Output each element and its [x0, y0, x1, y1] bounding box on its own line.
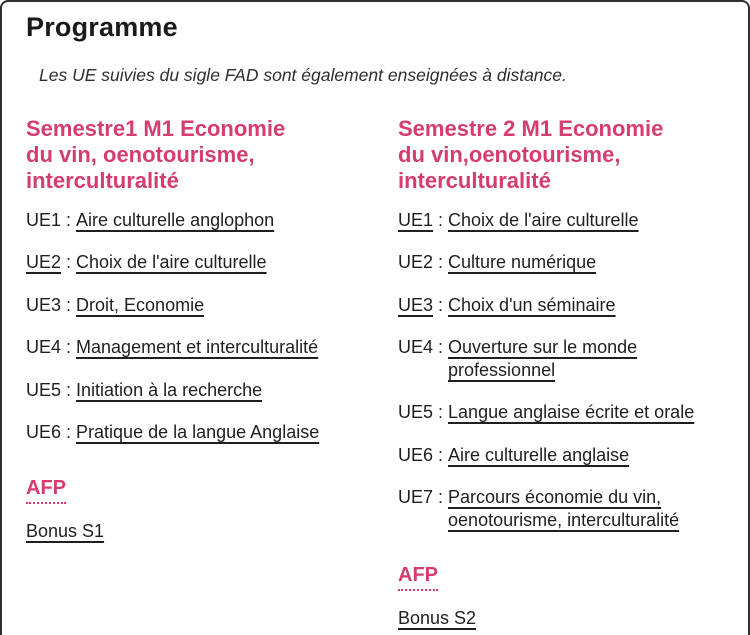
ue-code: UE2 — [26, 252, 62, 273]
ue-title-link[interactable]: Aire culturelle anglophon — [76, 209, 275, 230]
ue-separator: : — [433, 337, 449, 358]
ue-code: UE4 — [26, 337, 62, 358]
ue-separator: : — [433, 444, 449, 465]
semester-heading: Semestre 2 M1 Economie du vin,oenotourisme, interculturalité — [398, 116, 664, 193]
ue-separator: : — [61, 294, 77, 315]
ue-code: UE1 — [398, 209, 434, 230]
ue-item — [398, 401, 746, 424]
ue-item — [398, 486, 746, 531]
ue-item — [26, 336, 374, 359]
ue-code: UE6 — [26, 422, 62, 443]
ue-title-link[interactable]: Choix de l'aire culturelle — [76, 252, 267, 273]
ue-code: UE7 — [398, 487, 434, 508]
ue-title-link[interactable]: Ouverture sur le monde professionnel — [448, 337, 638, 380]
ue-code: UE1 — [26, 209, 62, 230]
ue-code: UE3 — [398, 294, 434, 315]
ue-separator: : — [433, 252, 449, 273]
ue-separator: : — [433, 294, 449, 315]
ue-title-link[interactable]: Management et interculturalité — [76, 337, 319, 358]
ue-code: UE6 — [398, 444, 434, 465]
semester-columns — [26, 116, 724, 629]
semester-column — [26, 116, 374, 629]
ue-code: UE5 — [26, 379, 62, 400]
ue-separator: : — [61, 337, 77, 358]
ue-code: UE5 — [398, 402, 434, 423]
ue-separator: : — [433, 402, 449, 423]
ue-title-link[interactable]: Langue anglaise écrite et orale — [448, 402, 695, 423]
ue-item — [398, 209, 746, 232]
ue-item — [26, 294, 374, 317]
ue-title-link[interactable]: Aire culturelle anglaise — [448, 444, 630, 465]
ue-item — [26, 421, 374, 444]
ue-title-link[interactable]: Culture numérique — [448, 252, 597, 273]
ue-separator: : — [61, 379, 77, 400]
ue-title-link[interactable]: Choix de l'aire culturelle — [448, 209, 639, 230]
ue-item — [398, 294, 746, 317]
ue-list — [26, 209, 374, 444]
ue-separator: : — [433, 487, 449, 508]
ue-code: UE4 — [398, 337, 434, 358]
fad-note: Les UE suivies du sigle FAD sont également enseignées à distance. — [39, 65, 567, 85]
ue-title-link[interactable]: Parcours économie du vin, oenotourisme, interculturalité — [448, 487, 680, 530]
ue-item — [398, 251, 746, 274]
ue-separator: : — [433, 209, 449, 230]
ue-title-link[interactable]: Droit, Economie — [76, 294, 205, 315]
ue-item — [26, 251, 374, 274]
ue-list — [398, 209, 746, 532]
afp-link[interactable]: AFP — [26, 477, 66, 504]
ue-separator: : — [61, 422, 77, 443]
ue-item — [398, 444, 746, 467]
ue-title-link[interactable]: Pratique de la langue Anglaise — [76, 422, 320, 443]
semester-column — [398, 116, 746, 629]
ue-item — [26, 379, 374, 402]
afp-link[interactable]: AFP — [398, 564, 438, 591]
semester-heading: Semestre1 M1 Economie du vin, oenotourisme, interculturalité — [26, 116, 286, 193]
bonus-link[interactable]: Bonus S1 — [26, 520, 105, 541]
ue-item — [26, 209, 374, 232]
ue-separator: : — [61, 252, 77, 273]
ue-code: UE2 — [398, 252, 434, 273]
page-title: Programme — [26, 12, 178, 42]
ue-title-link[interactable]: Initiation à la recherche — [76, 379, 263, 400]
ue-code: UE3 — [26, 294, 62, 315]
ue-item — [398, 336, 746, 381]
ue-title-link[interactable]: Choix d'un séminaire — [448, 294, 616, 315]
ue-separator: : — [61, 209, 77, 230]
bonus-link[interactable]: Bonus S2 — [398, 608, 477, 629]
